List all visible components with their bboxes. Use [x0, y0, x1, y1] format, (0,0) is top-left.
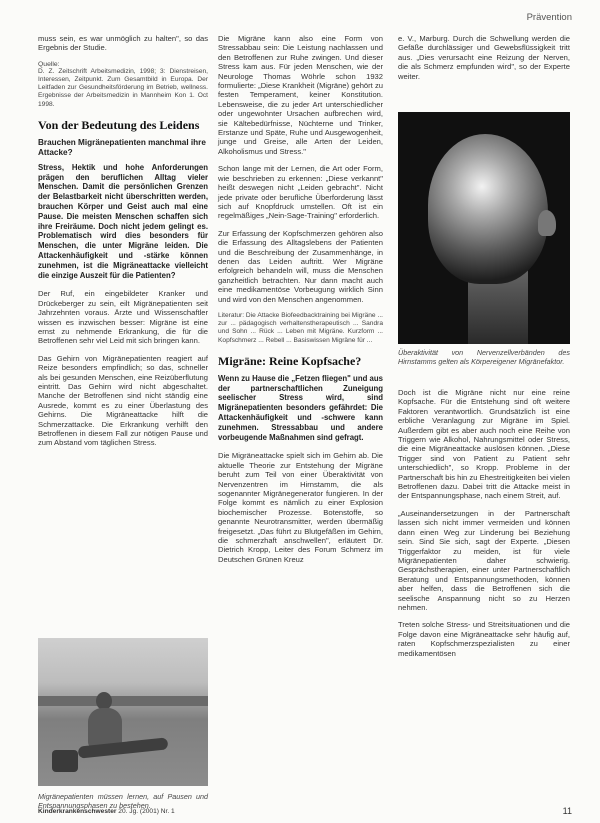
section-subhead: Brauchen Migränepatienten manchmal ihre Attacke? [38, 137, 206, 157]
lead-paragraph: Wenn zu Hause die „Fetzen fliegen" und aus der partnerschaftlichen Zuneigung seelischer Stress wird, sind Migränepatienten besonders gefährdet: Die Attackenhäufigkeit und -schwere kann zunehmen. Stressabbau und andere vorbeugende Maßnahmen sind gefragt. [218, 373, 383, 442]
column-right-lower [398, 388, 570, 666]
caption-text: Migränepatienten müssen lernen, auf Pausen und Entspannungsphasen zu bestehen. [38, 792, 208, 810]
body-paragraph: Die Migräneattacke spielt sich im Gehirn ab. Die aktuelle Theorie zur Entstehung der Migräne beruht zum Teil von einer Überaktivität von Nervenzentren im Hirnstamm, die als sogenannter Migränegenerator fungieren. In der Folge kommt es nämlich zu einer Explosion biochemischer Prozesse. Botenstoffe, so genannte Neurotransmitter, werden übermäßig freigesetzt. „Das führt zu Blutgefäßen im Gehirn, die schmerzhaft anschwellen", erläutert Dr. Dietrich Kropp, Leiter des Forum Schmerz im Deutschen Grünen Kreuz [218, 451, 383, 564]
column-right [398, 34, 570, 89]
section-header: Prävention [526, 12, 572, 23]
literature-note: Literatur: Die Attacke Biofeedbacktraining bei Migräne ... zur ... pädagogisch verhaltenstherapeutisch ... Sandra und Sohn ... Rück ... Leben mit Migräne. Kurzform ... Kopfschmerz ... Rebell ... Basiswissen Migräne für ... [218, 311, 383, 344]
footnote-source: D. Z. Zeitschrift Arbeitsmedizin, 1998; 3: Dienstreisen, Interessen, Zeitpunkt. Zum Gesamtbild in Europa. Der Leitfaden zur Gesundheitsförderung im Betrieb, wellness. Ergebnisse der Arbeitsmedizin in Mannheim Kon 1. Oct 1998. [38, 67, 208, 108]
journal-name: Kinderkrankenschwester [38, 808, 117, 815]
section-title-leidens: Von der Bedeutung des Leidens [38, 117, 200, 132]
caption-text: Überaktivität von Nervenzellverbänden des Hirnstamms gelten als Körpereigener Migränefaktor. [398, 348, 570, 366]
page-number: 11 [562, 806, 572, 816]
woman-resting-photo [38, 638, 208, 786]
body-paragraph: Schon lange mit der Lernen, die Art oder Form, wie beschrieben zu erkennen: „Diese verkannt" heißt deswegen nicht „Leiden gebracht". Nicht jede private oder berufliche Überforderung lässt sich auf Knopfdruck umstellen. Oft ist ein regelmäßiges „Nein-Sage-Training" erforderlich. [218, 164, 383, 221]
column-left-intro: muss sein, es war unmöglich zu halten", so das Ergebnis der Studie. [38, 34, 208, 53]
journal-issue: 20. Jg. (2001) Nr. 1 [118, 808, 175, 815]
column-middle [218, 34, 383, 572]
footnote-label: Quelle: [38, 60, 60, 68]
body-paragraph: „Auseinandersetzungen in der Partnerschaft lassen sich nicht immer vermeiden und können dann einen Weg zur Linderung bei Beziehung sein. Sind Sie sich, sagt der Experte. „Diesen Triggerfaktor zu meiden, ist für viele Migränepatienten daher schwierig. Gesprächstherapien, einer unter Partnerschaftlich Beratung und Entspannungsmethoden, können aber helfen, dass die Betroffenen sich die seelische Anspannung nicht so zu Herzen nehmen. [398, 508, 570, 612]
body-paragraph: e. V., Marburg. Durch die Schwellung werden die Gefäße durchlässiger und Gewebsflüssigkeit tritt aus. „Dies verursacht eine Reizung der Nerven, die als Schmerz empfunden wird", so der Experte weiter. [398, 34, 570, 81]
photo-caption-head [398, 348, 570, 366]
section-title-kopfsache: Migräne: Reine Kopfsache? [218, 353, 362, 368]
body-paragraph: Zur Erfassung der Kopfschmerzen gehören also die Erfassung des Alltagslebens der Patienten und die Beschreibung der Zusammenhänge, in denen das Leiden auftritt. Wer Migräne erfolgreich behandeln will, muss die Menschen ganzheitlich betrachten. Nur dann macht auch eine medikamentöse Vorbeugung wirklich Sinn und wird von den Menschen angenommen. [218, 228, 383, 304]
body-paragraph: Der Ruf, ein eingebildeter Kranker und Drückeberger zu sein, eilt Migränepatienten seit Jahrzehnten voraus. Ärzte und Wissenschaftler wissen es inzwischen besser: Migräne ist eine ernst zu nehmende Erkrankung, die für die Betroffenen sehr viel Leid mit sich bringen kann. [38, 289, 208, 346]
body-paragraph: Die Migräne kann also eine Form von Stressabbau sein: Die Leistung nachlassen und den Betroffenen zur Ruhe zwingen. Und dieser Stress kam aus. Für jeden Menschen, wie der Neurologe Thomas Wöhrle schon 1932 formulierte: „Diese Krankheit (Migräne) gehört zu festen Temperament, keiner Konstitution. Lebensweise, die zu jeder Art unterschiedlicher oder ungewohnter Ursachen aufbrechen wird, sie Kältebedürfnisse, Nüchterne und Trinker, Erstanze und Späte, Ruhe und Ausgewogenheit, junge und Greise, alle Arten der Leiden, Alkoholismus und Stress." [218, 34, 383, 156]
column-left [38, 34, 208, 456]
body-paragraph: Das Gehirn von Migränepatienten reagiert auf Reize besonders empfindlich; so das, schneller als bei gesunden Menschen, eine Reizüberflutung eintritt. Das Gehirn wird nicht abgeschaltet. Manche der Betroffenen sind nicht ständig eine Ausrede, kommt es zu einer Überlastung des Gehirns. Die Migräneattacke hilft die Schmerzattacke. Die Erkrankung verhilft den Betroffenen in diesem Fall zur nötigen Pause und zum Abstand vom täglichen Stress. [38, 353, 208, 448]
journal-footer [38, 808, 175, 815]
brain-scan-head-image [398, 112, 570, 344]
body-paragraph: Treten solche Stress- und Streitsituationen und die Folge davon eine Migräneattacke sehr häufig auf, raten Kopfschmerzspezialisten zu einer medikamentösen [398, 620, 570, 658]
lead-paragraph: Stress, Hektik und hohe Anforderungen prägen den beruflichen Alltag vieler Menschen. Damit die persönlichen Grenzen der Belastbarkeit nicht überschritten werden, brauchen Körper und Geist auch mal eine Pause. Die meisten Menschen schaffen sich ihre Freiräume. Doch nicht jedem gelingt es. Problematisch wird dies besonders für Menschen, die unter Migräne leiden. Die Attackenhäufigkeit und -stärke können zunehmen, ist die Migräneattacke vielleicht die einzige Auszeit für die Patienten? [38, 162, 208, 280]
body-paragraph: Doch ist die Migräne nicht nur eine reine Kopfsache. Für die Entstehung sind oft weitere Faktoren verantwortlich. Grundsätzlich ist eine erbliche Veranlagung zur Migräne im Spiel. Außerdem gibt es aber auch noch eine Reihe von Triggern wie Alkohol, Nahrungsmittel oder Stress, die eine Migräneattacke auslösen können. „Diese Trigger sind von Patient zu Patient sehr unterschiedlich", so Kropp. Probleme in der Partnerschaft bis hin zu Ehestreitigkeiten bei vielen Betroffenen dazu. Dabei tritt die Attacke meist in der Entspannungsphase, nach einem Streit, auf. [398, 388, 570, 501]
